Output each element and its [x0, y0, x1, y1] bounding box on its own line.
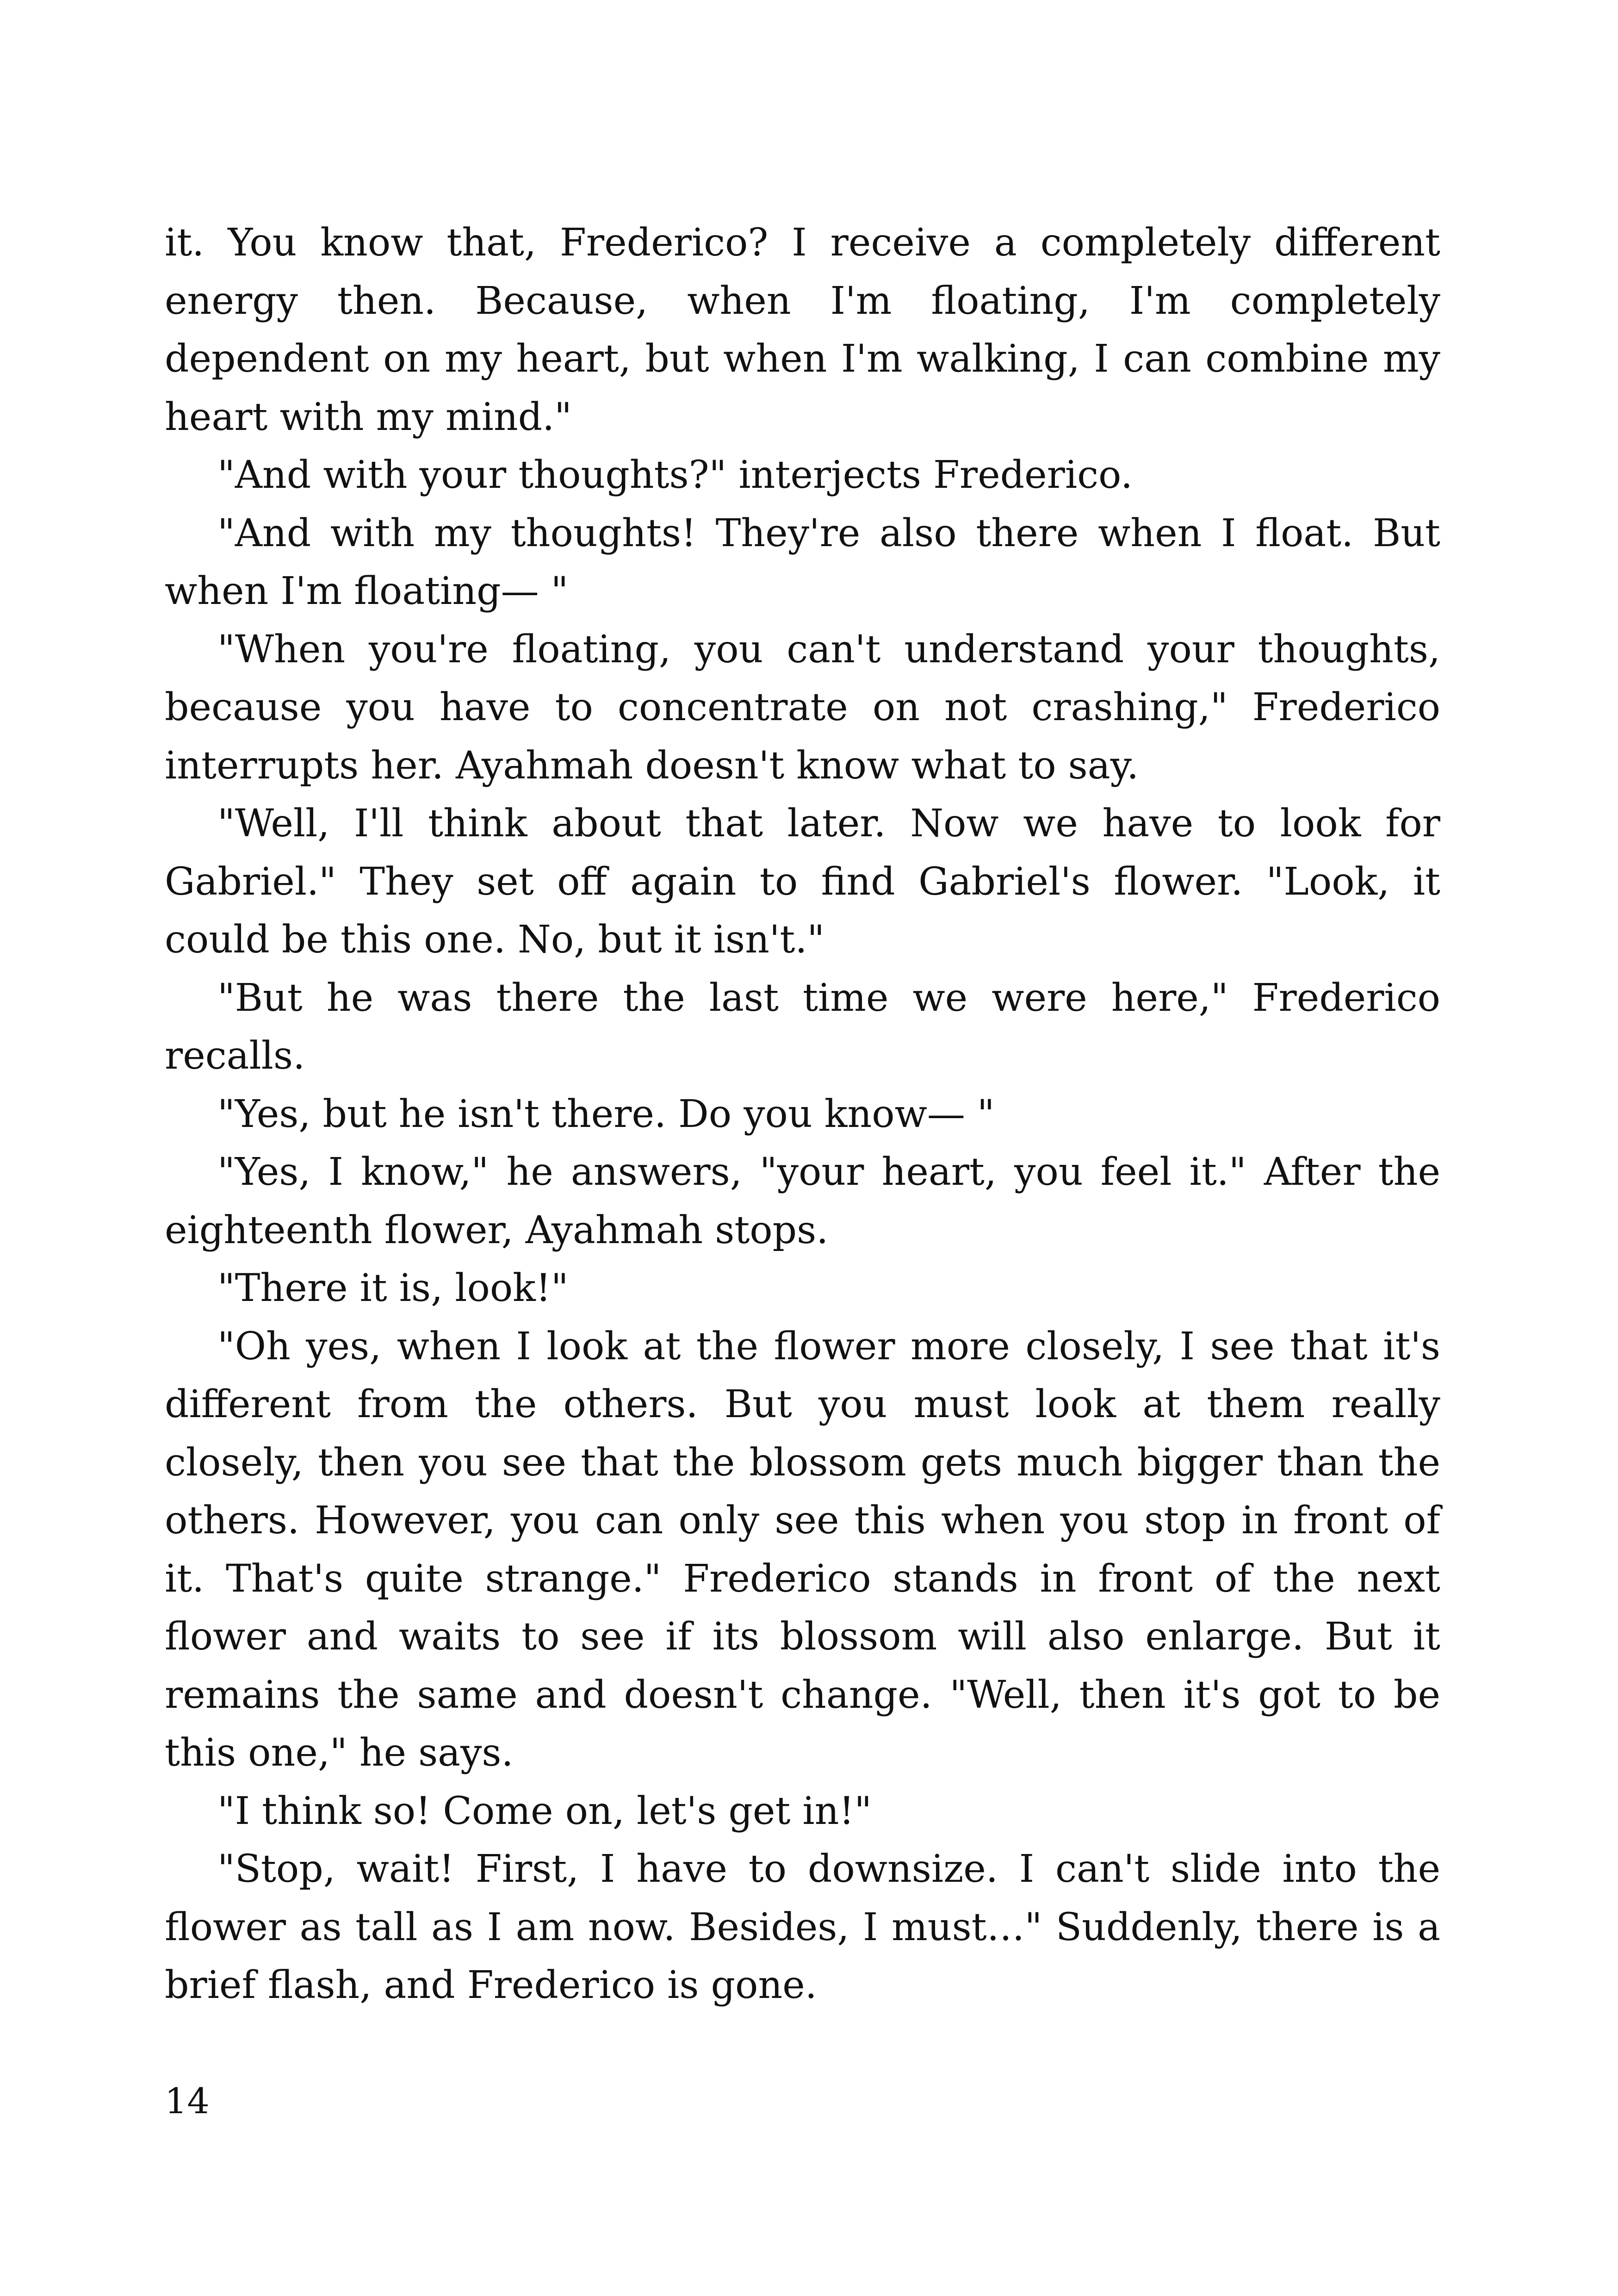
paragraph-continuation: it. You know that, Frederico? I receive a completely different energy then. Because, when I'm floating, I'm completely dependent on my heart, but when I'm walking, I can combine my heart with my mind." [165, 221, 1440, 439]
paragraph: "Yes, I know," he answers, "your heart, you feel it." After the eighteenth flower, Ayahmah stops. [165, 1150, 1440, 1252]
page-number: 14 [165, 2080, 210, 2122]
paragraph: "Well, I'll think about that later. Now we have to look for Gabriel." They set off again to find Gabriel's flower. "Look, it could be this one. No, but it isn't." [165, 802, 1440, 962]
paragraph: "Oh yes, when I look at the flower more closely, I see that it's different from the others. But you must look at them really closely, then you see that the blossom gets much bigger than the others. However, you can only see this when you stop in front of it. That's quite strange." Frederico stands in front of the next flower and waits to see if its blossom will also enlarge. But it remains the same and doesn't change. "Well, then it's got to be this one," he says. [165, 1324, 1440, 1775]
paragraph: "Stop, wait! First, I have to downsize. I can't slide into the flower as tall as I am now. Besides, I must…" Suddenly, there is a brief flash, and Frederico is gone. [165, 1847, 1440, 2007]
paragraph: "And with my thoughts! They're also there when I float. But when I'm floating— " [165, 511, 1440, 613]
paragraph: "I think so! Come on, let's get in!" [217, 1789, 872, 1833]
paragraph: "And with your thoughts?" interjects Frederico. [217, 453, 1133, 497]
paragraph: "But he was there the last time we were here," Frederico recalls. [165, 976, 1440, 1078]
page-body-text [165, 214, 1440, 2015]
paragraph: "Yes, but he isn't there. Do you know— " [217, 1092, 995, 1136]
paragraph: "There it is, look!" [217, 1266, 569, 1310]
paragraph: "When you're floating, you can't understand your thoughts, because you have to concentrate on not crashing," Frederico interrupts her. Ayahmah doesn't know what to say. [165, 627, 1440, 788]
